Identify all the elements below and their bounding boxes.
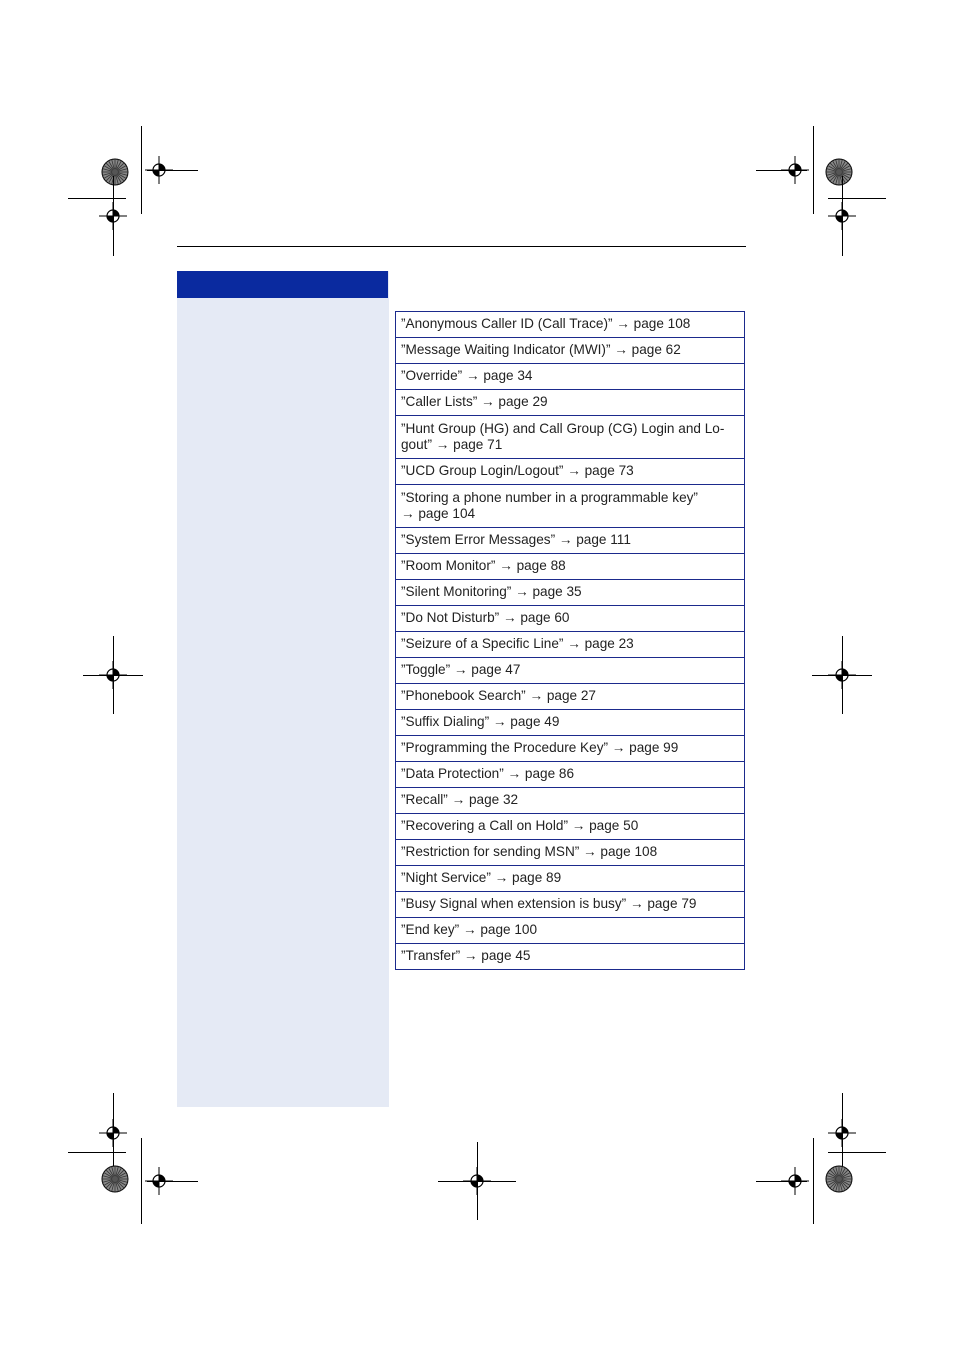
table-row xyxy=(396,312,745,338)
crop-line xyxy=(438,1181,516,1182)
side-panel xyxy=(177,271,389,1107)
table-row xyxy=(396,684,745,710)
color-target-icon xyxy=(825,1165,853,1193)
crop-line xyxy=(756,1181,807,1182)
reference-cell xyxy=(396,485,745,528)
reference-cell xyxy=(396,892,745,918)
reference-cell xyxy=(396,684,745,710)
reference-text: ”Storing a phone number in a programmable key” xyxy=(401,489,698,505)
reference-text: ”Do Not Disturb” → page 60 xyxy=(401,610,570,626)
crop-line xyxy=(813,1138,814,1224)
reference-cell xyxy=(396,788,745,814)
reference-cell xyxy=(396,632,745,658)
reference-cell xyxy=(396,814,745,840)
reference-text: ”Busy Signal when extension is busy” → page 79 xyxy=(401,896,697,912)
crop-line xyxy=(141,126,142,214)
reference-cell xyxy=(396,338,745,364)
reference-text: ”Seizure of a Specific Line” → page 23 xyxy=(401,636,634,652)
reference-cell xyxy=(396,312,745,338)
crop-line xyxy=(113,1093,114,1171)
table-row xyxy=(396,364,745,390)
reference-cell xyxy=(396,554,745,580)
reference-cell xyxy=(396,710,745,736)
table-row xyxy=(396,390,745,416)
table-row xyxy=(396,762,745,788)
table-row xyxy=(396,840,745,866)
reference-cell xyxy=(396,390,745,416)
table-row xyxy=(396,944,745,970)
reference-cell xyxy=(396,416,745,459)
table-row xyxy=(396,459,745,485)
reference-cell xyxy=(396,866,745,892)
reference-text: gout” → page 71 xyxy=(401,437,503,452)
reference-cell xyxy=(396,606,745,632)
reference-cell xyxy=(396,658,745,684)
reference-text: ”Hunt Group (HG) and Call Group (CG) Login and Lo- xyxy=(401,420,725,436)
reference-cell xyxy=(396,840,745,866)
table-row xyxy=(396,866,745,892)
reference-cell xyxy=(396,459,745,485)
reference-text: ”Toggle” → page 47 xyxy=(401,662,521,678)
crop-line xyxy=(113,176,114,256)
reference-text: → page 104 xyxy=(401,506,476,521)
reference-cell xyxy=(396,918,745,944)
reference-cell xyxy=(396,944,745,970)
reference-text: ”Restriction for sending MSN” → page 108 xyxy=(401,844,658,860)
reference-text: ”Room Monitor” → page 88 xyxy=(401,558,566,574)
table-row xyxy=(396,528,745,554)
reference-text: ”Caller Lists” → page 29 xyxy=(401,394,548,410)
table-row xyxy=(396,710,745,736)
table-row xyxy=(396,814,745,840)
crop-line xyxy=(147,170,198,171)
table-row xyxy=(396,788,745,814)
color-target-icon xyxy=(101,158,129,186)
crop-line xyxy=(828,1152,886,1153)
side-panel-header-bar xyxy=(177,271,388,298)
table-row xyxy=(396,338,745,364)
table-row xyxy=(396,606,745,632)
reference-text: ”Silent Monitoring” → page 35 xyxy=(401,584,582,600)
table-row xyxy=(396,554,745,580)
crop-line xyxy=(147,1181,198,1182)
reference-text: ”System Error Messages” → page 111 xyxy=(401,532,631,548)
header-rule xyxy=(177,246,746,247)
reference-text: ”UCD Group Login/Logout” → page 73 xyxy=(401,463,634,479)
crop-line xyxy=(68,1152,126,1153)
reference-text: ”Suffix Dialing” → page 49 xyxy=(401,714,560,730)
reference-table xyxy=(395,311,745,970)
crop-line xyxy=(842,1093,843,1171)
table-row xyxy=(396,416,745,459)
table-row xyxy=(396,485,745,528)
reference-cell xyxy=(396,762,745,788)
table-row xyxy=(396,918,745,944)
reference-text: ”Message Waiting Indicator (MWI)” → page 62 xyxy=(401,342,681,358)
crop-line xyxy=(812,675,872,676)
table-row xyxy=(396,736,745,762)
reference-text: ”Phonebook Search” → page 27 xyxy=(401,688,596,704)
table-row xyxy=(396,892,745,918)
table-row xyxy=(396,580,745,606)
crop-line xyxy=(141,1138,142,1224)
reference-text: ”Data Protection” → page 86 xyxy=(401,766,575,782)
crop-line xyxy=(756,170,807,171)
reference-text: ”Recovering a Call on Hold” → page 50 xyxy=(401,818,639,834)
reference-text: ”Override” → page 34 xyxy=(401,368,533,384)
reference-cell xyxy=(396,528,745,554)
crop-line xyxy=(83,675,143,676)
crop-line xyxy=(828,198,886,199)
crop-line xyxy=(842,176,843,256)
reference-text: ”Anonymous Caller ID (Call Trace)” → page 108 xyxy=(401,316,691,332)
crop-line xyxy=(813,126,814,214)
table-row xyxy=(396,632,745,658)
reference-cell xyxy=(396,736,745,762)
reference-text: ”End key” → page 100 xyxy=(401,922,538,938)
color-target-icon xyxy=(825,158,853,186)
reference-text: ”Programming the Procedure Key” → page 99 xyxy=(401,740,679,756)
color-target-icon xyxy=(101,1165,129,1193)
reference-cell xyxy=(396,364,745,390)
reference-text: ”Transfer” → page 45 xyxy=(401,948,531,964)
reference-text: ”Night Service” → page 89 xyxy=(401,870,562,886)
reference-text: ”Recall” → page 32 xyxy=(401,792,519,808)
reference-cell xyxy=(396,580,745,606)
crop-line xyxy=(68,198,126,199)
table-row xyxy=(396,658,745,684)
